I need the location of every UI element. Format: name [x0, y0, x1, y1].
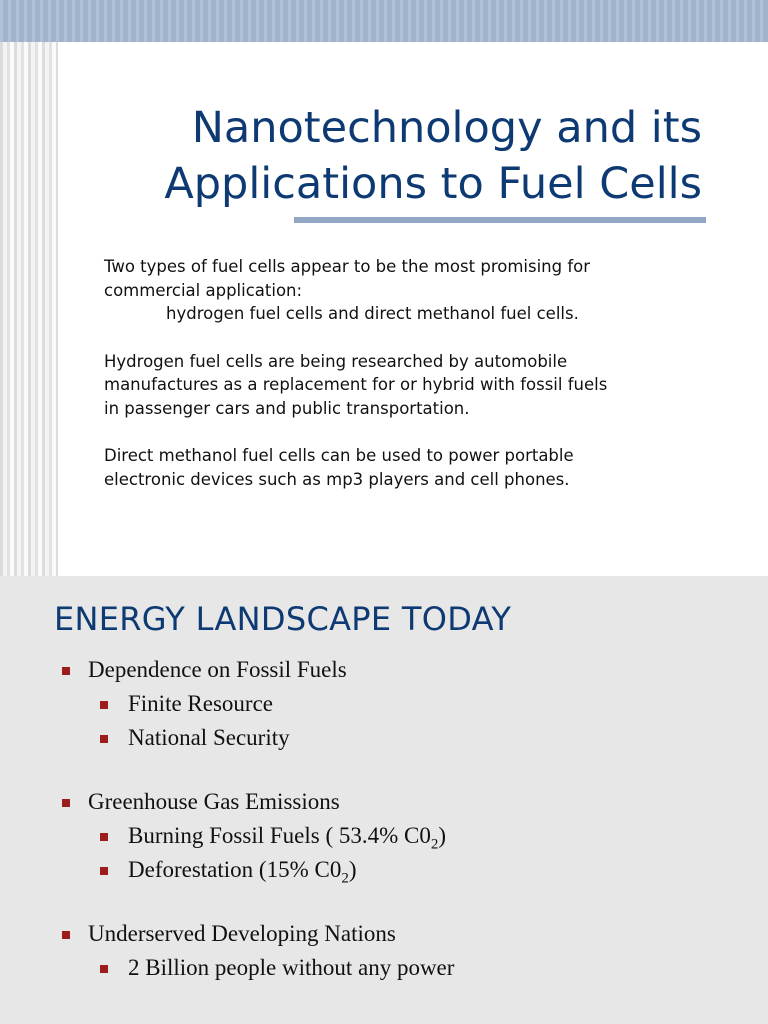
- square-bullet-icon: [100, 833, 108, 841]
- paragraph-2-line-2: manufactures as a replacement for or hybrid with fossil fuels: [104, 375, 608, 394]
- slide-body: [104, 255, 724, 491]
- list-item: [62, 656, 742, 690]
- list-subitem: [62, 690, 742, 724]
- subscript: 2: [341, 870, 349, 887]
- list-subitem-text: National Security: [128, 725, 290, 750]
- list-subitem-text: [128, 823, 447, 853]
- list-subitem: [62, 856, 742, 890]
- list-subitem-text-main: Burning Fossil Fuels ( 53.4% C0: [128, 823, 431, 848]
- list-item-text: Dependence on Fossil Fuels: [88, 657, 347, 682]
- square-bullet-icon: [100, 867, 108, 875]
- paragraph-1-line-1: Two types of fuel cells appear to be the most promising for: [104, 257, 591, 276]
- list-subitem: [62, 822, 742, 856]
- list-subitem-text-tail: ): [438, 823, 447, 848]
- slide-title: [62, 100, 702, 212]
- paragraph-1-line-3: hydrogen fuel cells and direct methanol fuel cells.: [166, 304, 579, 323]
- paragraph-1-line-2: commercial application:: [104, 280, 303, 300]
- slide-title-line-2: Applications to Fuel Cells: [164, 159, 702, 209]
- list-item-text: Underserved Developing Nations: [88, 921, 396, 946]
- slide-heading: ENERGY LANDSCAPE TODAY: [54, 600, 512, 638]
- list-item-text: Greenhouse Gas Emissions: [88, 789, 340, 814]
- list-subitem: [62, 724, 742, 758]
- paragraph-3-line-1: Direct methanol fuel cells can be used to power portable: [104, 446, 574, 465]
- paragraph-2-line-1: Hydrogen fuel cells are being researched by automobile: [104, 351, 568, 371]
- list-subitem-text-tail: ): [348, 857, 357, 882]
- square-bullet-icon: [100, 965, 108, 973]
- subscript: 2: [430, 836, 439, 853]
- paragraph-3-line-2: electronic devices such as mp3 players and cell phones.: [104, 469, 570, 489]
- square-bullet-icon: [100, 701, 108, 709]
- decorative-top-bar: [0, 0, 768, 42]
- list-subitem-text-main: Deforestation (15% C0: [128, 857, 342, 882]
- square-bullet-icon: [100, 735, 108, 743]
- list-subitem-text: [128, 857, 357, 887]
- list-subitem: [62, 954, 742, 988]
- list-item: [62, 920, 742, 954]
- slide-2: [0, 576, 768, 1024]
- paragraph-2-line-3: in passenger cars and public transportation.: [104, 398, 470, 418]
- slide-title-line-1: Nanotechnology and its: [191, 103, 702, 153]
- square-bullet-icon: [62, 799, 70, 807]
- list-subitem-text: Finite Resource: [128, 691, 273, 716]
- list-subitem-text: 2 Billion people without any power: [128, 955, 455, 980]
- bullet-list: [62, 656, 742, 988]
- square-bullet-icon: [62, 931, 70, 939]
- list-item: [62, 788, 742, 822]
- title-underline-rule: [294, 217, 706, 223]
- square-bullet-icon: [62, 667, 70, 675]
